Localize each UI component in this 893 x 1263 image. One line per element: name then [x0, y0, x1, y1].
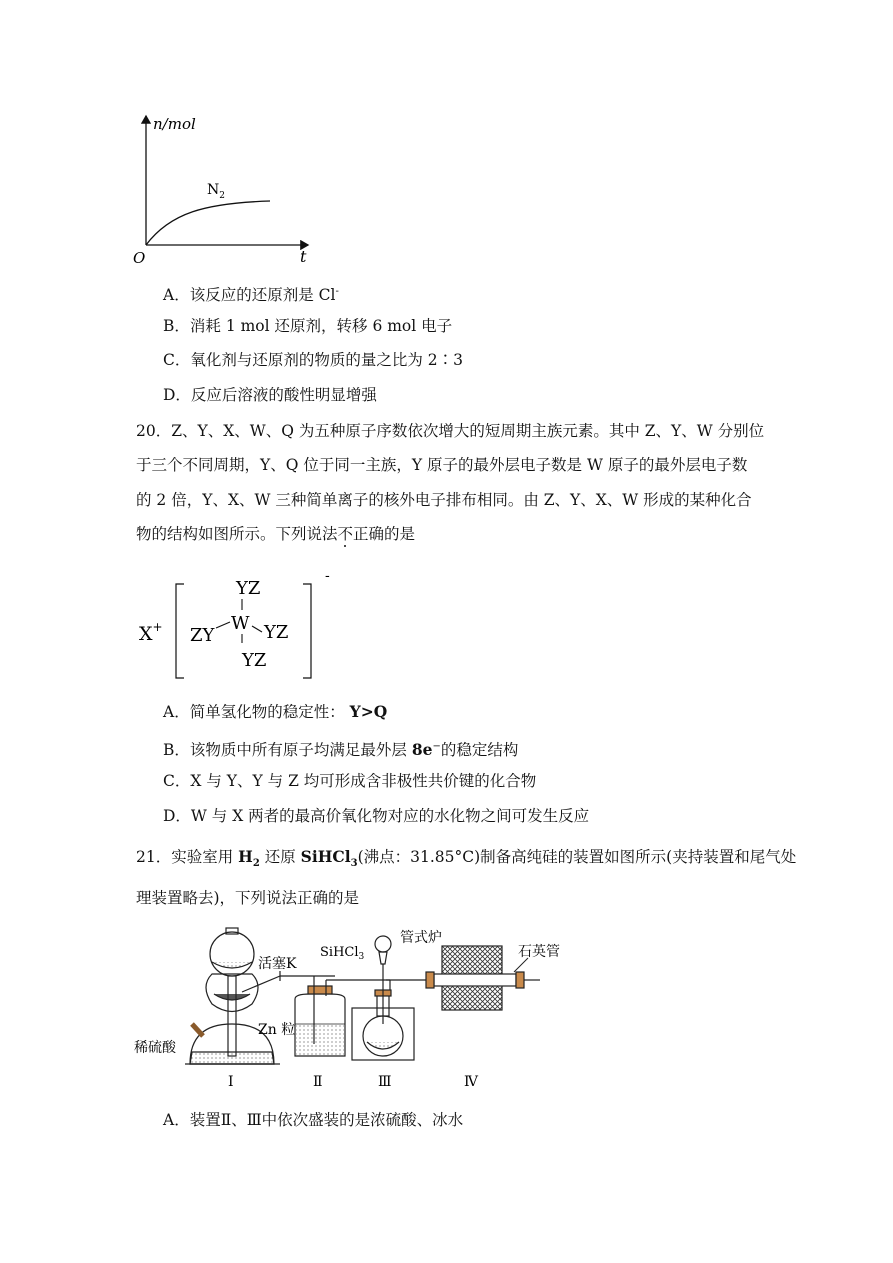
q21-stem-line2: 理装置略去)，下列说法正确的是	[136, 889, 360, 907]
apparatus-diagram	[130, 924, 570, 1096]
q19-option-c: C．氧化剂与还原剂的物质的量之比为 2∶3	[163, 351, 464, 369]
q20-stem-line3: 的 2 倍，Y、X、W 三种简单离子的核外电子排布相同。由 Z、Y、X、W 形成的某种化合	[136, 491, 752, 509]
label-i: Ⅰ	[228, 1074, 234, 1090]
label-ii: Ⅱ	[313, 1074, 323, 1090]
anion-charge: -	[325, 568, 330, 584]
y-axis-label: n/mol	[153, 115, 196, 133]
label-tube-furnace: 管式炉	[400, 930, 442, 946]
right-group: YZ	[264, 622, 289, 643]
n2-curve	[146, 201, 270, 245]
q21-stem-line1: 21．实验室用 $H_2$ 还原 SiHCl$_3$(沸点：31.85°C)制备高纯硅的装置如图所示(夹持装置和尾气处	[136, 847, 797, 870]
q21-option-a: A．装置Ⅱ、Ⅲ中依次盛装的是浓硫酸、冰水	[163, 1111, 464, 1129]
label-stopcock-k: 活塞K	[258, 956, 297, 972]
bottom-group: YZ	[242, 650, 267, 671]
structure-diagram	[135, 566, 345, 684]
left-group: ZY	[190, 625, 215, 646]
label-quartz-tube: 石英管	[518, 944, 560, 960]
center-w: W	[231, 613, 250, 634]
q20-option-b: B．该物质中所有原子均满足最外层 8e−的稳定结构	[163, 740, 519, 760]
label-sihcl3: SiHCl$_3$	[320, 945, 365, 962]
left-bracket	[176, 584, 184, 678]
top-group: YZ	[236, 578, 261, 599]
kipp-generator	[185, 928, 280, 1064]
curve-label: $N_2$	[207, 182, 225, 201]
q20-option-d: D．W 与 X 两者的最高价氧化物对应的水化物之间可发生反应	[163, 807, 590, 825]
label-acid: 稀硫酸	[134, 1040, 176, 1056]
q19-option-d: D．反应后溶液的酸性明显增强	[163, 386, 377, 404]
q20-option-a: A．简单氢化物的稳定性： Y>Q	[163, 702, 388, 721]
emphasis-dot: 不	[337, 525, 354, 543]
x-axis-label: t	[300, 247, 307, 266]
q20-stem-line4: 物的结构如图所示。下列说法不正确的是	[136, 525, 416, 543]
right-bracket	[303, 584, 311, 678]
label-iv: Ⅳ	[464, 1074, 478, 1090]
q20-stem-line2: 于三个不同周期，Y、Q 位于同一主族，Y 原子的最外层电子数是 W 原子的最外层电子数	[136, 456, 748, 474]
label-zn: Zn 粒	[258, 1022, 296, 1038]
q20-stem-line1: 20．Z、Y、X、W、Q 为五种原子序数依次增大的短周期主族元素。其中 Z、Y、W 分别位	[136, 422, 765, 440]
cation-x: X+	[139, 620, 163, 645]
n-vs-t-graph	[125, 108, 325, 268]
origin-label: O	[133, 249, 146, 267]
q19-option-a: A．该反应的还原剂是 Cl-	[163, 286, 339, 305]
label-iii: Ⅲ	[378, 1074, 392, 1090]
q19-option-b: B．消耗 1 mol 还原剂，转移 6 mol 电子	[163, 317, 453, 335]
q20-option-c: C．X 与 Y、Y 与 Z 均可形成含非极性共价键的化合物	[163, 772, 537, 790]
evaporation-flask	[352, 936, 435, 1060]
